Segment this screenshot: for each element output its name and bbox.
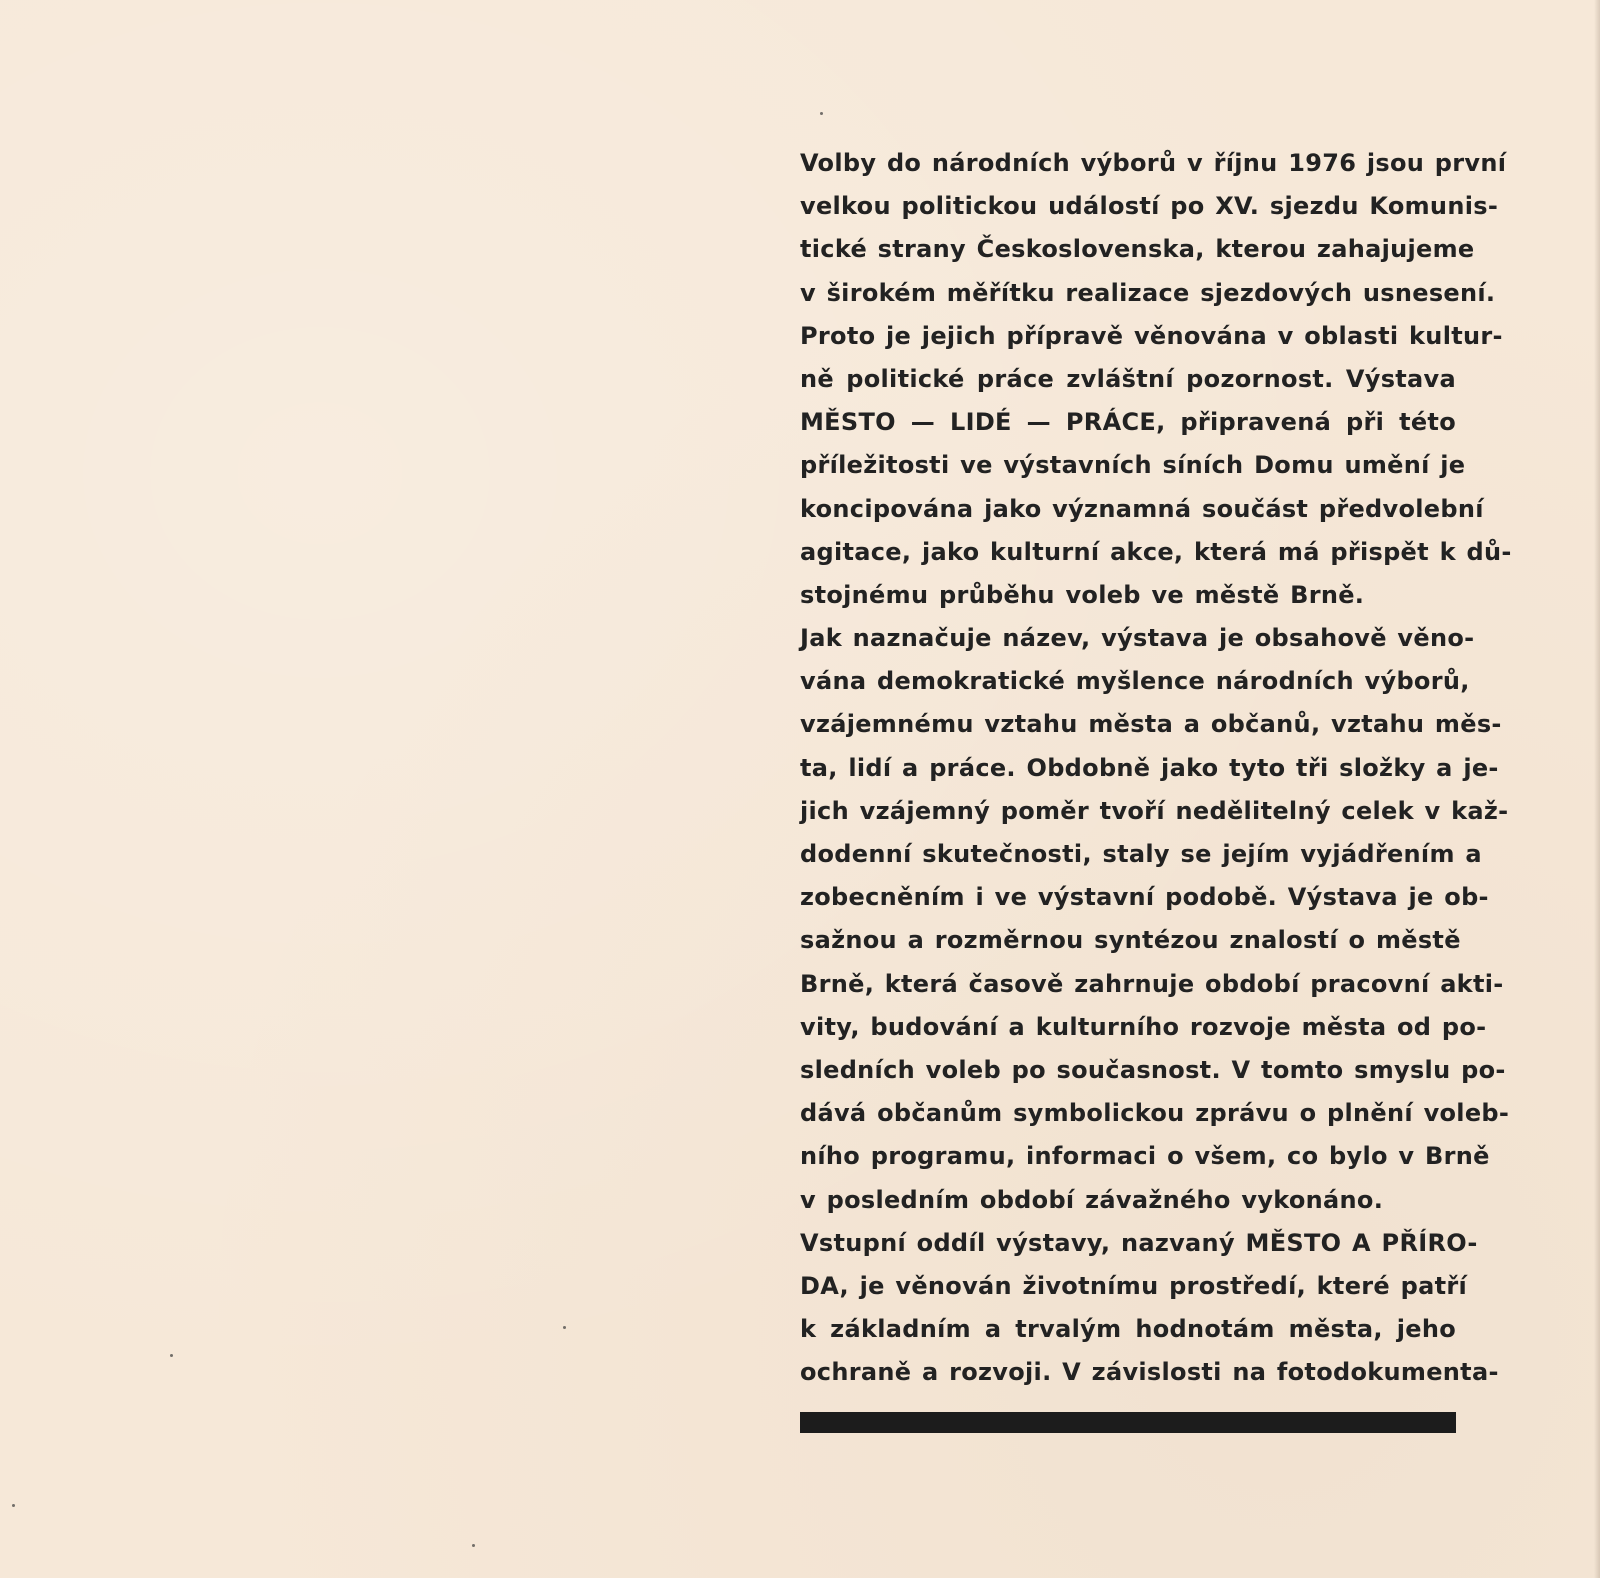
paper-speck — [820, 112, 823, 115]
text-line: sledních voleb po současnost. V tomto smyslu po- — [800, 1055, 1506, 1084]
text-line: k základním a trvalým hodnotám města, jeho — [800, 1315, 1456, 1344]
text-line: velkou politickou událostí po XV. sjezdu Komunis- — [800, 192, 1499, 221]
text-line: ochraně a rozvoji. V závislosti na fotodokumenta- — [800, 1358, 1499, 1387]
paper-speck — [170, 1354, 173, 1357]
text-line: sažnou a rozměrnou syntézou znalostí o městě — [800, 926, 1461, 955]
text-line: vána demokratické myšlence národních výborů, — [800, 667, 1470, 696]
text-line: ně politické práce zvláštní pozornost. Výstava — [800, 364, 1456, 393]
text-line: příležitosti ve výstavních síních Domu umění je — [800, 451, 1466, 480]
text-line: MĚSTO — LIDÉ — PRÁCE, připravená při této — [800, 408, 1456, 437]
text-line: dodenní skutečnosti, staly se jejím vyjádřením a — [800, 840, 1482, 868]
text-line: dává občanům symbolickou zprávu o plnění voleb- — [800, 1099, 1510, 1128]
text-line: tické strany Československa, kterou zahajujeme — [800, 235, 1475, 264]
text-line: ta, lidí a práce. Obdobně jako tyto tři složky a je- — [800, 753, 1499, 782]
paper-speck — [12, 1504, 15, 1507]
text-line: zobecněním i ve výstavní podobě. Výstava je ob- — [800, 883, 1489, 912]
text-line: Proto je jejich přípravě věnována v oblasti kultur- — [800, 321, 1503, 350]
body-text-column — [800, 142, 1512, 1394]
text-line: vzájemnému vztahu města a občanů, vztahu měs- — [800, 710, 1502, 739]
text-line: Volby do národních výborů v říjnu 1976 jsou první — [800, 149, 1507, 177]
paper-speck — [563, 1326, 566, 1329]
text-line: Brně, která časově zahrnuje období pracovní akti- — [800, 969, 1504, 998]
text-line: stojnému průběhu voleb ve městě Brně. — [800, 580, 1365, 609]
text-line: v posledním období závažného vykonáno. — [800, 1185, 1384, 1214]
text-line: Jak naznačuje název, výstava je obsahově věno- — [800, 624, 1475, 653]
bottom-rule — [800, 1412, 1456, 1433]
text-line: DA, je věnován životnímu prostředí, které patří — [800, 1271, 1468, 1300]
text-line: agitace, jako kulturní akce, která má přispět k dů- — [800, 537, 1512, 566]
text-line: ního programu, informaci o všem, co bylo v Brně — [800, 1142, 1490, 1171]
text-line: koncipována jako významná součást předvolební — [800, 494, 1484, 523]
paper-speck — [472, 1544, 475, 1547]
text-line: jich vzájemný poměr tvoří nedělitelný celek v kaž- — [800, 796, 1509, 825]
text-line: vity, budování a kulturního rozvoje města od po- — [800, 1012, 1487, 1041]
page-fold-edge — [1594, 0, 1600, 1578]
text-line: v širokém měřítku realizace sjezdových usnesení. — [800, 278, 1496, 307]
text-line: Vstupní oddíl výstavy, nazvaný MĚSTO A PŘÍRO- — [800, 1228, 1478, 1257]
